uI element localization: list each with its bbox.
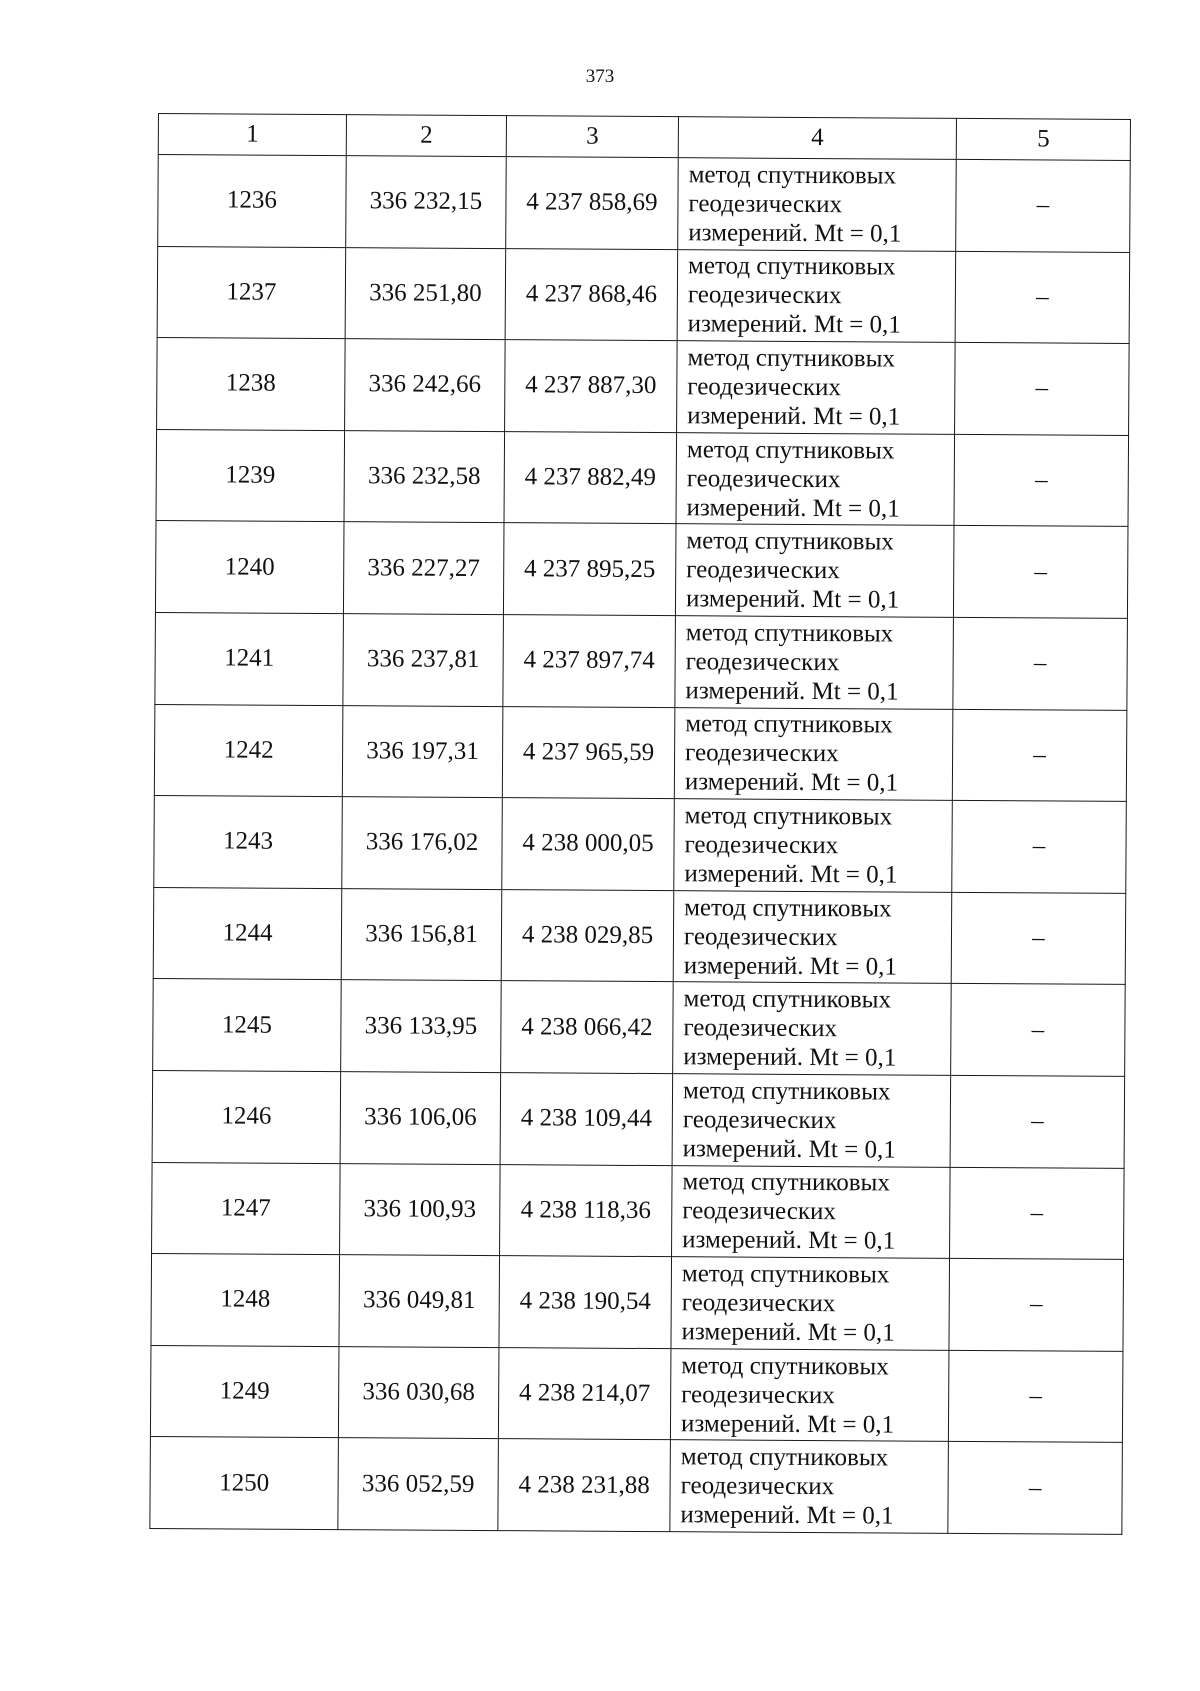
method-line: измерений. Mt = 0,1 bbox=[680, 1501, 894, 1530]
note-cell: – bbox=[950, 1167, 1125, 1260]
method-line: геодезических bbox=[685, 739, 839, 768]
method-line: измерений. Mt = 0,1 bbox=[682, 1134, 896, 1164]
method-line: измерений. Mt = 0,1 bbox=[686, 493, 900, 523]
table-row bbox=[155, 612, 1128, 710]
point-number-cell: 1246 bbox=[152, 1070, 341, 1163]
method-line: измерений. Mt = 0,1 bbox=[682, 1226, 896, 1255]
x-coordinate-cell: 336 052,59 bbox=[338, 1438, 499, 1531]
method-line: измерений. Mt = 0,1 bbox=[687, 402, 901, 431]
table-row bbox=[158, 155, 1131, 253]
header-row bbox=[158, 114, 1130, 161]
x-coordinate-cell: 336 176,02 bbox=[342, 797, 503, 890]
method-cell bbox=[677, 249, 956, 342]
table-row bbox=[153, 979, 1126, 1077]
table-row bbox=[154, 796, 1127, 894]
method-line: метод спутниковых bbox=[684, 802, 893, 831]
table-row bbox=[155, 521, 1128, 619]
note-cell: – bbox=[955, 251, 1130, 344]
note-cell: – bbox=[953, 526, 1128, 619]
method-line: измерений. Mt = 0,1 bbox=[687, 310, 901, 339]
table-row bbox=[154, 704, 1127, 802]
method-line: метод спутниковых bbox=[686, 435, 895, 465]
method-line: геодезических bbox=[686, 464, 841, 493]
y-coordinate-cell: 4 238 118,36 bbox=[500, 1164, 673, 1257]
note-cell: – bbox=[954, 434, 1129, 527]
method-line: метод спутниковых bbox=[688, 161, 897, 190]
table-row bbox=[156, 429, 1129, 527]
note-cell: – bbox=[951, 984, 1126, 1077]
method-line: измерений. Mt = 0,1 bbox=[680, 1409, 895, 1439]
column-header-5: 5 bbox=[956, 118, 1130, 160]
y-coordinate-cell: 4 238 109,44 bbox=[500, 1073, 673, 1166]
method-line: геодезических bbox=[687, 281, 842, 310]
method-cell bbox=[673, 982, 952, 1075]
table-row bbox=[151, 1254, 1124, 1352]
method-line: метод спутниковых bbox=[684, 893, 892, 923]
x-coordinate-cell: 336 133,95 bbox=[341, 980, 502, 1073]
y-coordinate-cell: 4 237 897,74 bbox=[503, 615, 676, 708]
method-cell bbox=[670, 1440, 949, 1533]
method-cell bbox=[678, 158, 957, 251]
note-cell: – bbox=[956, 159, 1131, 252]
note-cell: – bbox=[953, 617, 1128, 710]
note-cell: – bbox=[955, 343, 1130, 436]
y-coordinate-cell: 4 238 214,07 bbox=[498, 1347, 671, 1440]
table-row bbox=[152, 1070, 1125, 1168]
point-number-cell: 1250 bbox=[150, 1437, 339, 1530]
note-cell: – bbox=[948, 1442, 1123, 1535]
x-coordinate-cell: 336 237,81 bbox=[343, 614, 504, 707]
y-coordinate-cell: 4 238 029,85 bbox=[501, 889, 674, 982]
method-line: измерений. Mt = 0,1 bbox=[684, 768, 899, 797]
point-number-cell: 1244 bbox=[153, 887, 342, 980]
table-row bbox=[150, 1345, 1123, 1443]
method-line: метод спутниковых bbox=[681, 1260, 890, 1289]
point-number-cell: 1245 bbox=[153, 979, 342, 1072]
method-line: геодезических bbox=[687, 373, 842, 402]
method-line: геодезических bbox=[685, 647, 840, 676]
y-coordinate-cell: 4 237 882,49 bbox=[504, 431, 677, 524]
method-cell bbox=[675, 524, 954, 617]
note-cell: – bbox=[948, 1350, 1123, 1443]
x-coordinate-cell: 336 156,81 bbox=[341, 888, 502, 981]
method-cell bbox=[671, 1257, 950, 1350]
y-coordinate-cell: 4 237 895,25 bbox=[503, 523, 676, 616]
note-cell: – bbox=[949, 1258, 1124, 1351]
method-line: метод спутниковых bbox=[682, 1168, 890, 1197]
method-cell bbox=[672, 1165, 951, 1258]
method-line: геодезических bbox=[680, 1472, 835, 1501]
method-line: метод спутниковых bbox=[682, 1076, 891, 1106]
method-line: метод спутниковых bbox=[687, 252, 896, 281]
x-coordinate-cell: 336 106,06 bbox=[340, 1072, 501, 1165]
method-line: метод спутниковых bbox=[686, 527, 894, 556]
y-coordinate-cell: 4 238 231,88 bbox=[498, 1439, 671, 1532]
method-line: метод спутниковых bbox=[681, 1351, 889, 1381]
point-number-cell: 1242 bbox=[154, 704, 343, 797]
method-line: метод спутниковых bbox=[685, 710, 893, 739]
method-line: метод спутниковых bbox=[680, 1443, 889, 1472]
x-coordinate-cell: 336 100,93 bbox=[340, 1163, 501, 1256]
method-cell bbox=[670, 1348, 949, 1441]
x-coordinate-cell: 336 049,81 bbox=[339, 1255, 500, 1348]
table-body bbox=[150, 155, 1130, 1535]
method-line: измерений. Mt = 0,1 bbox=[683, 1043, 897, 1072]
y-coordinate-cell: 4 237 887,30 bbox=[505, 340, 678, 433]
method-line: измерений. Mt = 0,1 bbox=[685, 676, 899, 706]
method-line: метод спутниковых bbox=[683, 985, 892, 1014]
page-number: 373 bbox=[585, 66, 615, 87]
note-cell: – bbox=[952, 709, 1127, 802]
method-line: геодезических bbox=[681, 1289, 836, 1318]
method-line: метод спутниковых bbox=[685, 618, 894, 648]
note-cell: – bbox=[952, 801, 1127, 894]
y-coordinate-cell: 4 237 868,46 bbox=[505, 248, 678, 341]
method-cell bbox=[674, 707, 953, 800]
point-number-cell: 1238 bbox=[157, 338, 346, 431]
method-cell bbox=[676, 432, 955, 525]
x-coordinate-cell: 336 227,27 bbox=[343, 522, 504, 615]
point-number-cell: 1248 bbox=[151, 1254, 340, 1347]
x-coordinate-cell: 336 030,68 bbox=[338, 1346, 499, 1439]
x-coordinate-cell: 336 232,58 bbox=[344, 430, 505, 523]
point-number-cell: 1247 bbox=[152, 1162, 341, 1255]
coordinates-table bbox=[149, 113, 1131, 1535]
column-header-1: 1 bbox=[158, 114, 346, 156]
method-line: геодезических bbox=[684, 831, 839, 860]
method-cell bbox=[675, 616, 954, 709]
method-line: измерений. Mt = 0,1 bbox=[688, 219, 902, 248]
point-number-cell: 1237 bbox=[157, 246, 346, 339]
method-line: измерений. Mt = 0,1 bbox=[685, 585, 900, 614]
x-coordinate-cell: 336 232,15 bbox=[346, 156, 507, 249]
y-coordinate-cell: 4 238 000,05 bbox=[502, 798, 675, 891]
x-coordinate-cell: 336 242,66 bbox=[345, 339, 506, 432]
point-number-cell: 1241 bbox=[155, 612, 344, 705]
x-coordinate-cell: 336 197,31 bbox=[342, 705, 503, 798]
note-cell: – bbox=[951, 892, 1126, 985]
method-cell bbox=[677, 341, 956, 434]
method-line: измерений. Mt = 0,1 bbox=[684, 860, 898, 889]
method-line: геодезических bbox=[683, 922, 838, 951]
note-cell: – bbox=[950, 1075, 1125, 1168]
y-coordinate-cell: 4 238 066,42 bbox=[501, 981, 674, 1074]
point-number-cell: 1243 bbox=[154, 796, 343, 889]
method-line: геодезических bbox=[682, 1105, 837, 1134]
table-row bbox=[157, 338, 1130, 436]
table-row bbox=[157, 246, 1130, 344]
method-line: метод спутниковых bbox=[687, 344, 895, 373]
table-row bbox=[152, 1162, 1125, 1260]
method-line: геодезических bbox=[683, 1014, 838, 1043]
table-row bbox=[150, 1437, 1123, 1535]
method-line: геодезических bbox=[688, 190, 843, 218]
method-line: геодезических bbox=[686, 556, 840, 585]
column-header-2: 2 bbox=[346, 115, 506, 157]
y-coordinate-cell: 4 237 858,69 bbox=[506, 157, 679, 250]
point-number-cell: 1239 bbox=[156, 429, 345, 522]
method-cell bbox=[672, 1074, 951, 1167]
method-line: измерений. Mt = 0,1 bbox=[683, 951, 897, 981]
method-line: измерений. Mt = 0,1 bbox=[681, 1318, 895, 1347]
column-header-3: 3 bbox=[506, 116, 678, 158]
method-cell bbox=[674, 799, 953, 892]
point-number-cell: 1249 bbox=[150, 1345, 339, 1438]
method-line: геодезических bbox=[681, 1380, 835, 1409]
point-number-cell: 1236 bbox=[158, 155, 347, 248]
column-header-4: 4 bbox=[678, 117, 956, 160]
method-line: геодезических bbox=[682, 1197, 836, 1226]
method-cell bbox=[673, 890, 952, 983]
y-coordinate-cell: 4 237 965,59 bbox=[502, 706, 675, 799]
x-coordinate-cell: 336 251,80 bbox=[345, 247, 506, 340]
y-coordinate-cell: 4 238 190,54 bbox=[499, 1256, 672, 1349]
table-row bbox=[153, 887, 1126, 985]
point-number-cell: 1240 bbox=[155, 521, 344, 614]
